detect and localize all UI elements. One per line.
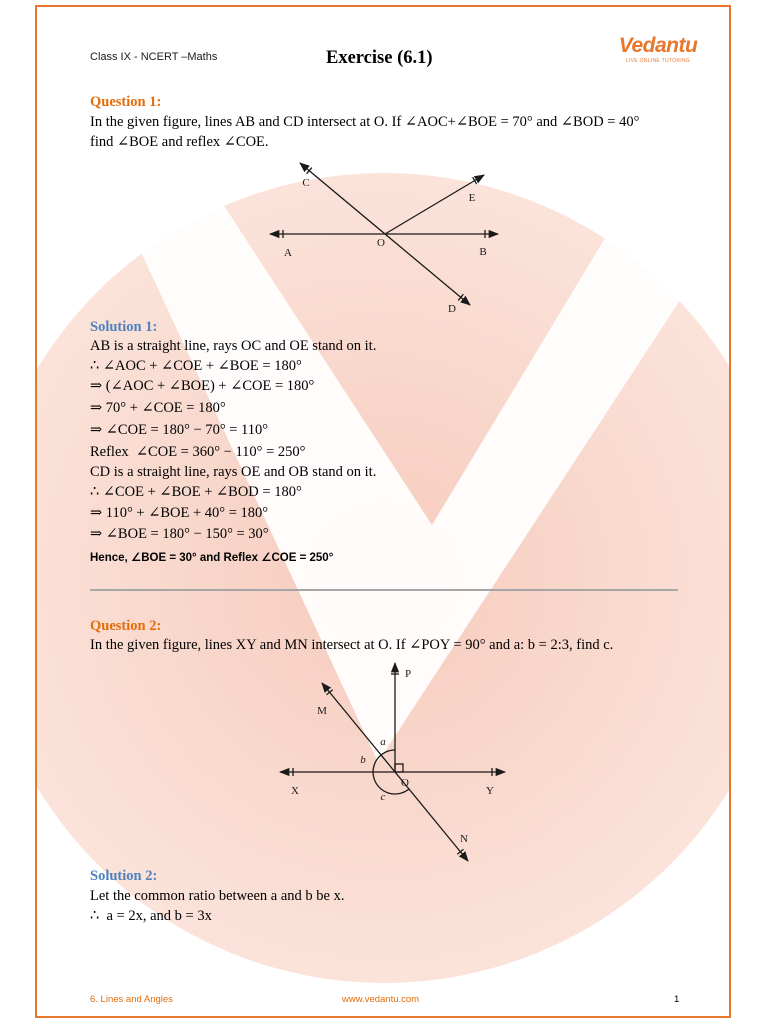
label-point-d: D [448, 303, 456, 315]
course-header: Class IX - NCERT –Maths [90, 51, 218, 63]
label-point-a: A [284, 247, 292, 259]
question-1-label: Question 1: [90, 94, 162, 110]
question-1-text-line: find ∠BOE and reflex ∠COE. [90, 134, 269, 150]
solution-1-label: Solution 1: [90, 319, 158, 335]
solution-1-line: ∴ ∠COE + ∠BOE + ∠BOD = 180° [90, 484, 302, 500]
label-angle-c: c [380, 791, 386, 803]
solution-1-line: Reflex ∠COE = 360° − 110° = 250° [90, 444, 306, 460]
label-point-x: X [291, 785, 299, 797]
label-angle-b: b [360, 754, 366, 766]
solution-1-conclusion: Hence, ∠BOE = 30° and Reflex ∠COE = 250° [90, 552, 334, 564]
label-point-c: C [302, 177, 310, 189]
question-2-label: Question 2: [90, 618, 162, 634]
page-border [35, 5, 731, 1018]
label-point-n: N [460, 833, 468, 845]
label-point-m: M [317, 705, 327, 717]
label-point-p: P [404, 668, 412, 680]
footer-chapter: 6. Lines and Angles [90, 994, 173, 1005]
solution-2-line: ∴ a = 2x, and b = 3x [90, 908, 212, 924]
label-point-o: O [401, 777, 409, 789]
page-title: Exercise (6.1) [326, 48, 433, 68]
label-angle-a: a [380, 736, 386, 748]
solution-1-line: ⇒ ∠BOE = 180° − 150° = 30° [90, 526, 269, 542]
solution-2-line: Let the common ratio between a and b be x. [90, 888, 345, 904]
solution-1-line: ⇒ ∠COE = 180° − 70° = 110° [90, 422, 269, 438]
solution-1-line: ⇒ 110° + ∠BOE + 40° = 180° [90, 505, 269, 521]
question-1-text-line: In the given figure, lines AB and CD intersect at O. If ∠AOC+∠BOE = 70° and ∠BOD = 40° [90, 114, 640, 130]
logo-tagline: LIVE ONLINE TUTORING [625, 58, 691, 64]
label-point-e: E [468, 192, 476, 204]
footer-website: www.vedantu.com [342, 994, 420, 1005]
solution-1-line: CD is a straight line, rays OE and OB stand on it. [90, 464, 377, 480]
solution-1-line: ⇒ 70° + ∠COE = 180° [90, 400, 226, 416]
solution-1-line: AB is a straight line, rays OC and OE stand on it. [90, 338, 377, 354]
label-point-o: O [377, 237, 385, 249]
footer-page-number: 1 [674, 994, 680, 1005]
solution-1-line: ⇒ (∠AOC + ∠BOE) + ∠COE = 180° [90, 378, 315, 394]
solution-1-line: ∴ ∠AOC + ∠COE + ∠BOE = 180° [90, 358, 302, 374]
question-2-text-line: In the given figure, lines XY and MN intersect at O. If ∠POY = 90° and a: b = 2:3, find c. [90, 637, 614, 653]
label-point-b: B [479, 246, 487, 258]
logo-wordmark: Vedantu [618, 34, 698, 57]
label-point-y: Y [486, 785, 494, 797]
solution-2-label: Solution 2: [90, 868, 158, 884]
